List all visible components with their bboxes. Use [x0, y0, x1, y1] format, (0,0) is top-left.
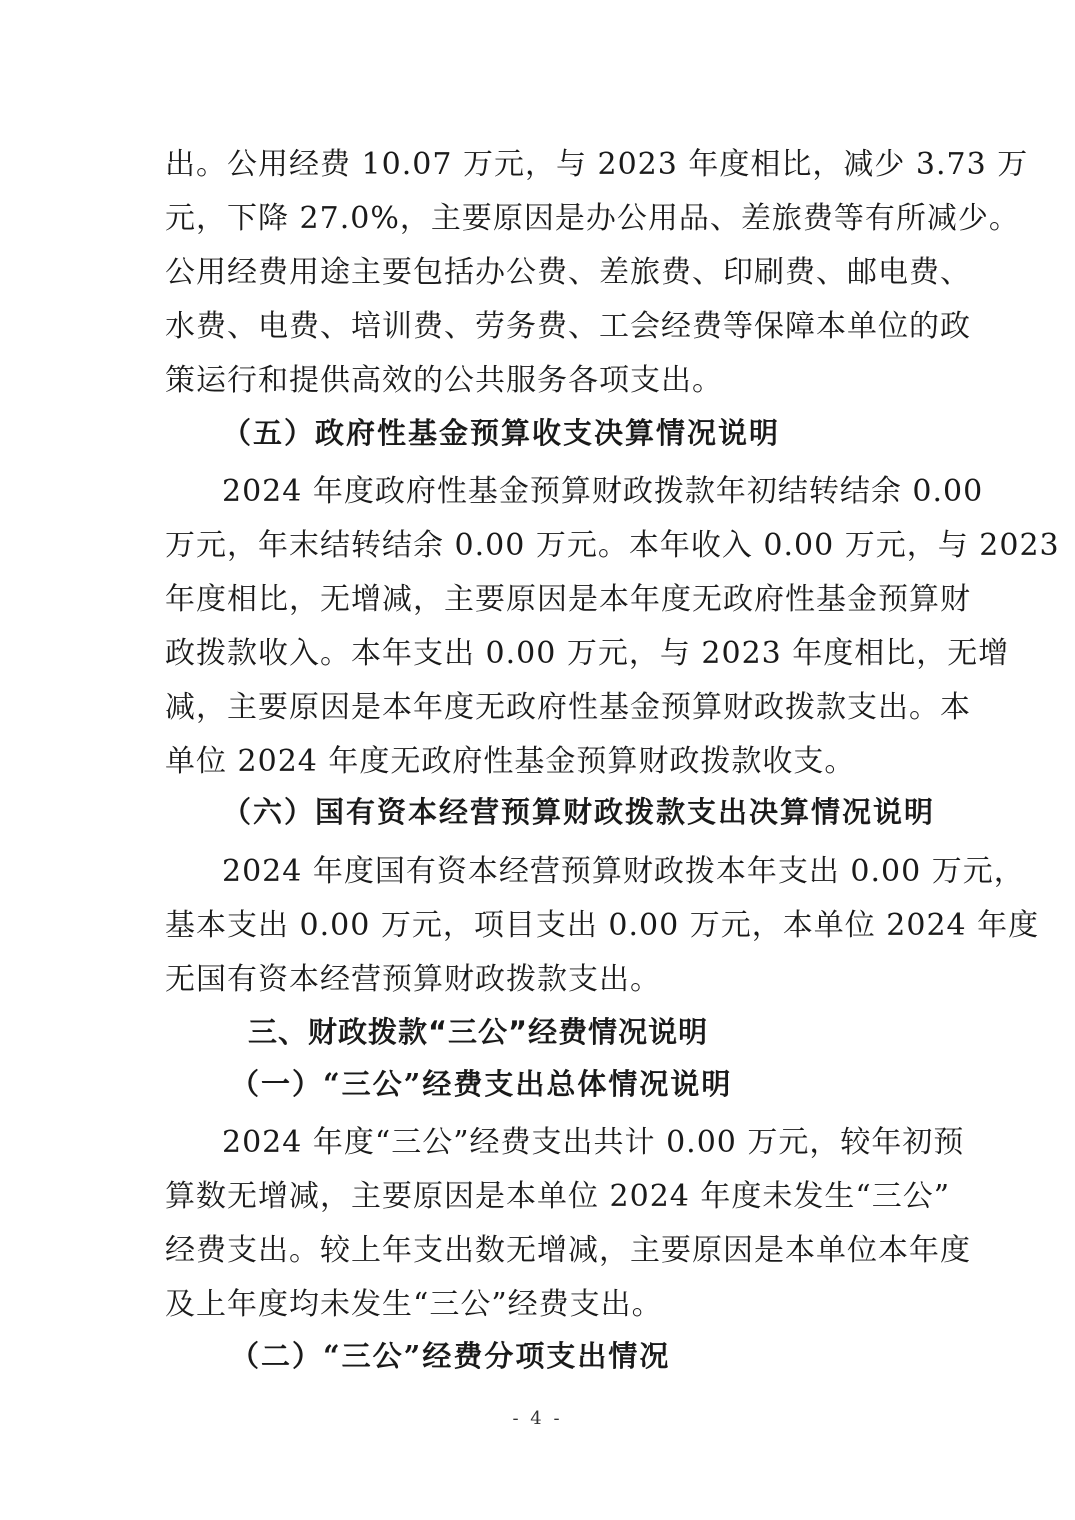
- paragraph-line: 无国有资本经营预算财政拨款支出。: [165, 962, 661, 997]
- paragraph-line: 单位 2024 年度无政府性基金预算财政拨款收支。: [165, 744, 856, 779]
- section-heading-5: （五）政府性基金预算收支决算情况说明: [222, 416, 781, 450]
- paragraph-line: 水费、电费、培训费、劳务费、工会经费等保障本单位的政: [165, 309, 971, 344]
- chapter-heading-3: 三、财政拨款“三公”经费情况说明: [248, 1015, 709, 1049]
- page-number: - 4 -: [512, 1408, 563, 1429]
- paragraph-line: 2024 年度国有资本经营预算财政拨本年支出 0.00 万元，: [222, 854, 1025, 889]
- paragraph-line: 2024 年度政府性基金预算财政拨款年初结转结余 0.00: [222, 474, 984, 509]
- paragraph-line: 出。公用经费 10.07 万元，与 2023 年度相比，减少 3.73 万: [165, 147, 1029, 182]
- paragraph-line: 策运行和提供高效的公共服务各项支出。: [165, 363, 723, 398]
- paragraph-line: 元，下降 27.0%，主要原因是办公用品、差旅费等有所减少。: [165, 201, 1020, 236]
- subsection-heading-1: （一）“三公”经费支出总体情况说明: [230, 1067, 733, 1101]
- paragraph-line: 2024 年度“三公”经费支出共计 0.00 万元，较年初预: [222, 1125, 965, 1160]
- paragraph-line: 基本支出 0.00 万元，项目支出 0.00 万元，本单位 2024 年度: [165, 908, 1040, 943]
- subsection-heading-2: （二）“三公”经费分项支出情况: [230, 1339, 671, 1373]
- paragraph-line: 算数无增减，主要原因是本单位 2024 年度未发生“三公”: [165, 1179, 951, 1214]
- paragraph-line: 减，主要原因是本年度无政府性基金预算财政拨款支出。本: [165, 690, 971, 725]
- paragraph-line: 经费支出。较上年支出数无增减，主要原因是本单位本年度: [165, 1233, 971, 1268]
- paragraph-line: 及上年度均未发生“三公”经费支出。: [165, 1287, 663, 1322]
- paragraph-line: 公用经费用途主要包括办公费、差旅费、印刷费、邮电费、: [165, 255, 971, 290]
- paragraph-line: 年度相比，无增减，主要原因是本年度无政府性基金预算财: [165, 582, 971, 617]
- paragraph-line: 政拨款收入。本年支出 0.00 万元，与 2023 年度相比，无增: [165, 636, 1010, 671]
- paragraph-line: 万元，年末结转结余 0.00 万元。本年收入 0.00 万元，与 2023: [165, 528, 1060, 563]
- section-heading-6: （六）国有资本经营预算财政拨款支出决算情况说明: [222, 795, 936, 829]
